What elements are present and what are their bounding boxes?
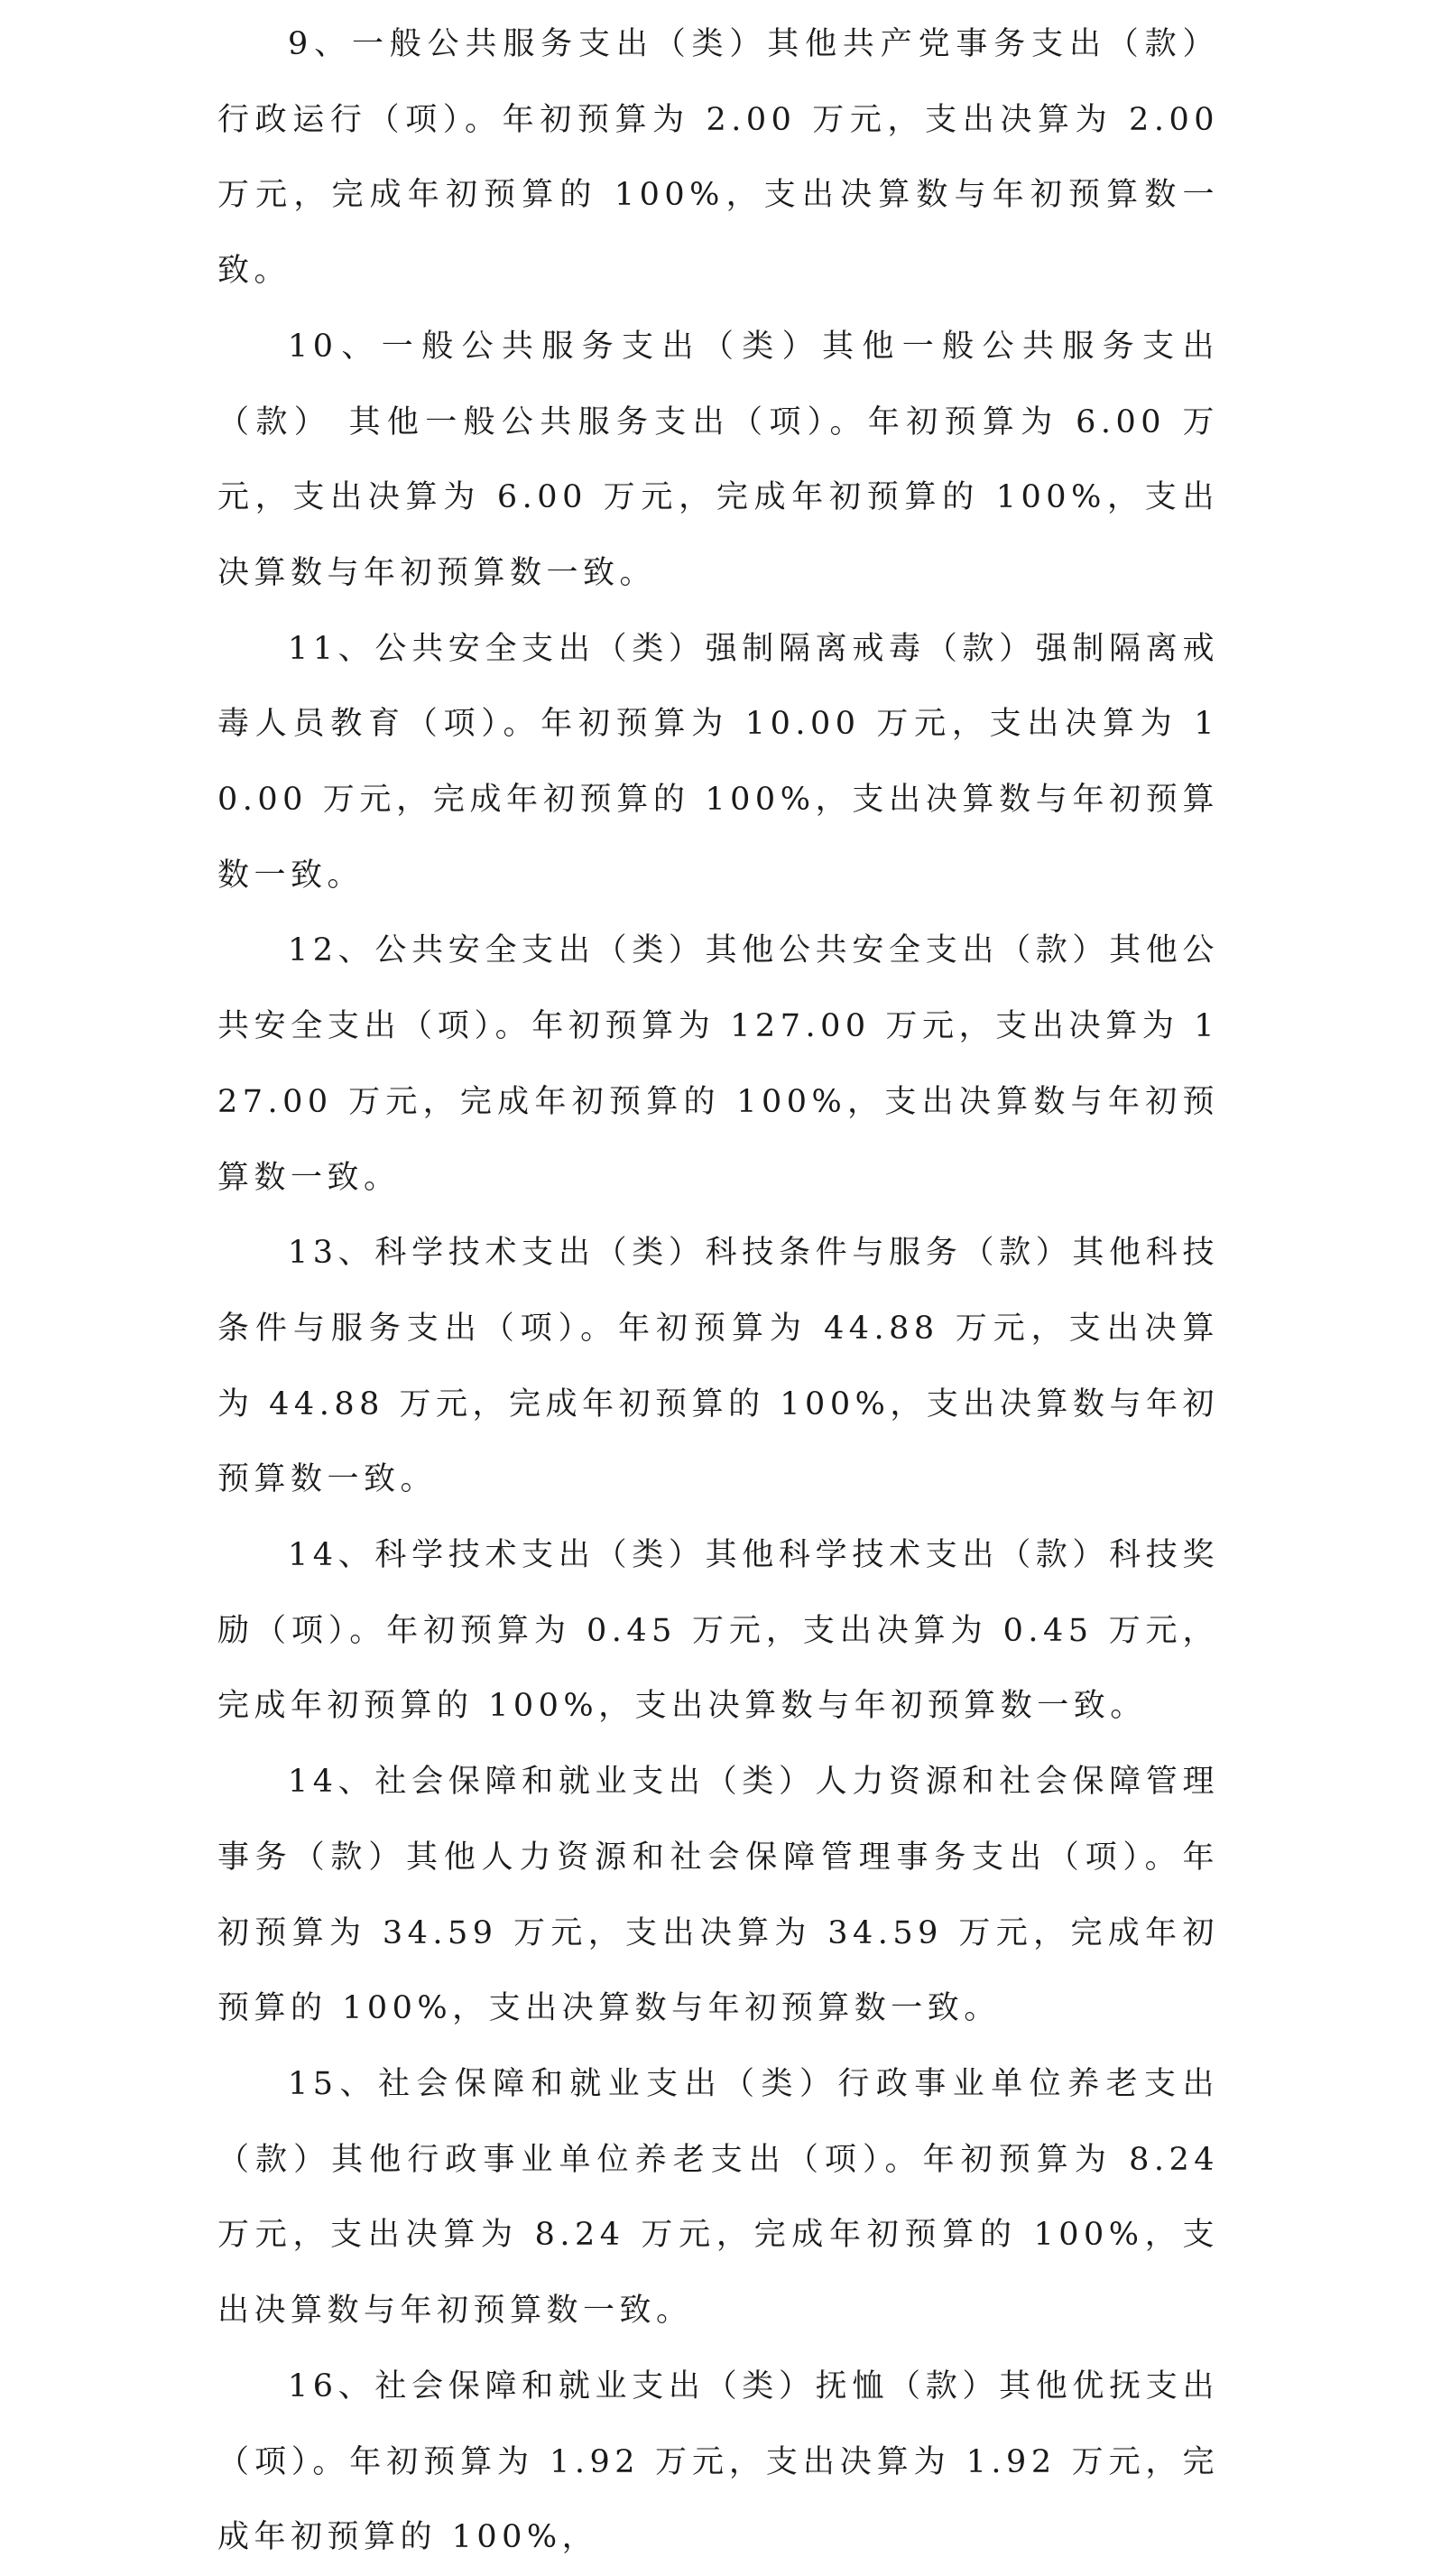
paragraph-item-9: 9、一般公共服务支出（类）其他共产党事务支出（款） 行政运行（项）。年初预算为 2.00 万元，支出决算为 2.00 万元，完成年初预算的 100%，支出决算数与年初预算数一致。	[217, 26, 1219, 290]
paragraph-item-14a: 14、科学技术支出（类）其他科学技术支出（款）科技奖励（项）。年初预算为 0.45 万元，支出决算为 0.45 万元，完成年初预算的 100%，支出决算数与年初预算数一致。	[217, 1537, 1219, 1725]
paragraph-item-12: 12、公共安全支出（类）其他公共安全支出（款）其他公共安全支出（项）。年初预算为 127.00 万元，支出决算为 127.00 万元，完成年初预算的 100%，支出决算数与年初预算数一致。	[217, 932, 1219, 1196]
document-page	[217, 7, 1219, 2576]
paragraph-item-16: 16、社会保障和就业支出（类）抚恤（款）其他优抚支出（项）。年初预算为 1.92 万元，支出决算为 1.92 万元，完成年初预算的 100%，	[217, 2368, 1219, 2556]
paragraph-item-14b: 14、社会保障和就业支出（类）人力资源和社会保障管理事务（款）其他人力资源和社会保障管理事务支出（项）。年初预算为 34.59 万元，支出决算为 34.59 万元，完成年初预算的 100%，支出决算数与年初预算数一致。	[217, 1764, 1219, 2027]
paragraph-item-15: 15、社会保障和就业支出（类）行政事业单位养老支出（款）其他行政事业单位养老支出（项）。年初预算为 8.24 万元，支出决算为 8.24 万元，完成年初预算的 100%，支出决算数与年初预算数一致。	[217, 2065, 1219, 2330]
paragraph-item-10: 10、一般公共服务支出（类）其他一般公共服务支出（款） 其他一般公共服务支出（项）。年初预算为 6.00 万元，支出决算为 6.00 万元，完成年初预算的 100%，支出决算数与年初预算数一致。	[217, 328, 1219, 591]
paragraph-item-11: 11、公共安全支出（类）强制隔离戒毒（款）强制隔离戒毒人员教育（项）。年初预算为 10.00 万元，支出决算为 10.00 万元，完成年初预算的 100%，支出决算数与年初预算数一致。	[217, 630, 1219, 894]
paragraph-item-13: 13、科学技术支出（类）科技条件与服务（款）其他科技条件与服务支出（项）。年初预算为 44.88 万元，支出决算为 44.88 万元，完成年初预算的 100%，支出决算数与年初预算数一致。	[217, 1235, 1219, 1498]
